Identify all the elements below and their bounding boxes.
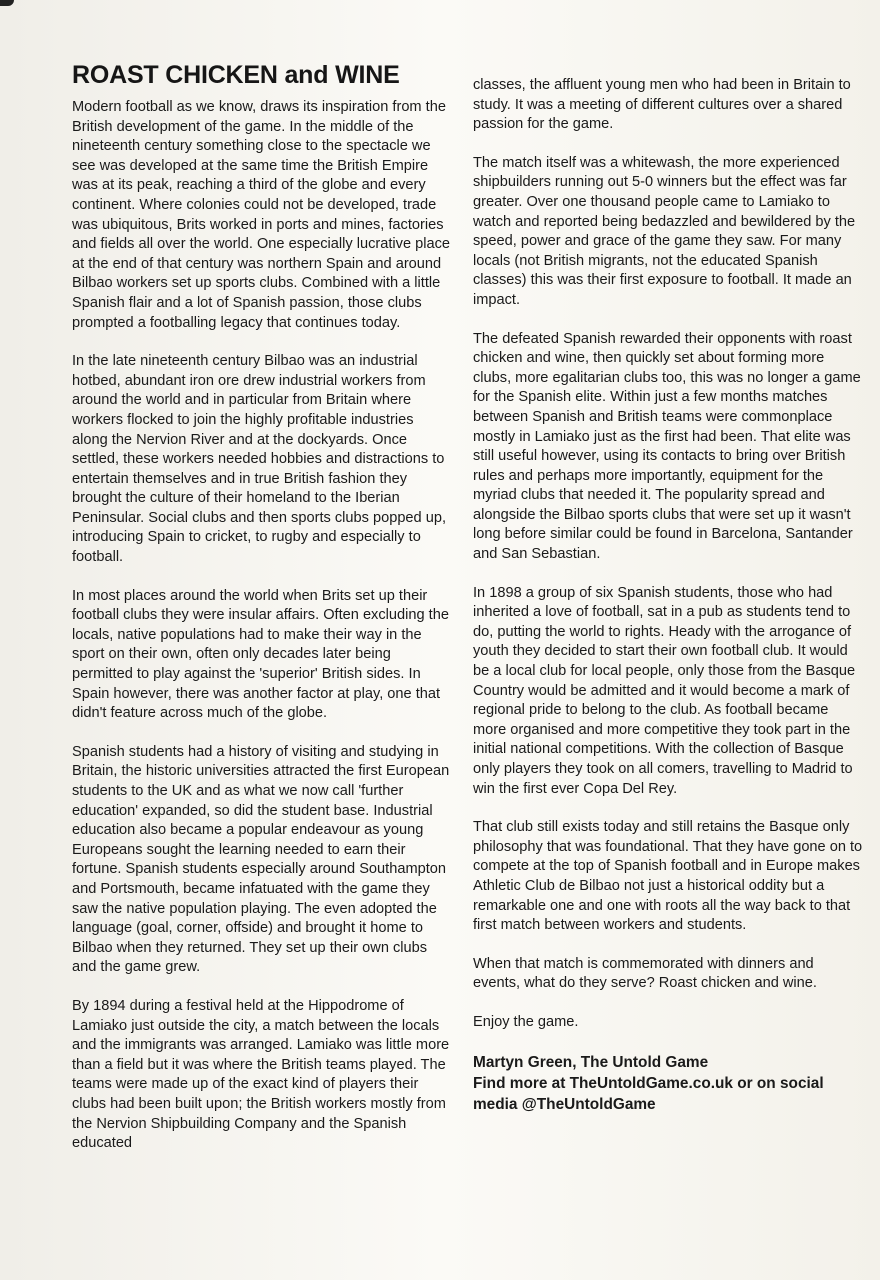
paragraph: In 1898 a group of six Spanish students, those who had inherited a love of football, sat in a pub as students tend to do, putting the world to rights. Heady with the arrogance of youth they decided to start their own football club. It would be a local club for local people, only those from the Basque Country would be admitted and it would become a mark of regional pride to belong to the club. As football became more organised and more competitive they took part in the initial national competitions. With the collection of Basque only players they took on all comers, travelling to Madrid to win the first ever Copa Del Rey. (473, 584, 856, 797)
paragraph: That club still exists today and still retains the Basque only philosophy that was foundational. That they have gone on to compete at the top of Spanish football and in Europe makes Athletic Club de Bilbao not just a historical oddity but a remarkable one and one with roots all the way back to that first match between workers and students. (473, 819, 863, 934)
paragraph: The defeated Spanish rewarded their opponents with roast chicken and wine, then quickly set about forming more clubs, more egalitarian clubs too, this was no longer a game for the Spanish elite. Within just a few months matches between Spanish and British teams were commonplace mostly in Lamiako just as the first had been. That elite was still useful however, using its contacts to bring over British rules and perhaps more importantly, equipment for the myriad clubs that needed it. The popularity spread and alongside the Bilbao sports clubs that were set up it wasn't long before similar could be found in Barcelona, Santander and San Sebastian. (473, 330, 861, 563)
article-title: ROAST CHICKEN and WINE (72, 61, 400, 89)
paragraph: classes, the affluent young men who had been in Britain to study. It was a meeting of different cultures over a shared passion for the game. (473, 77, 851, 133)
paragraph: In the late nineteenth century Bilbao was an industrial hotbed, abundant iron ore drew industrial workers from around the world and in particular from Britain where workers flocked to join the highly profitable industries along the Nervion River and at the dockyards. Once settled, these workers needed hobbies and distractions to entertain themselves and in true British fashion they brought the culture of their homeland to the Iberian Peninsular. Social clubs and then sports clubs popped up, introducing Spain to cricket, to rugby and especially to football. (72, 353, 447, 566)
paragraph: In most places around the world when Brits set up their football clubs they were insular affairs. Often excluding the locals, native populations had to make their way in the sport on their own, often only decades later being permitted to play against the 'superior' British sides. In Spain however, there was another factor at play, one that didn't feature across much of the globe. (72, 587, 449, 722)
right-column (473, 76, 863, 1115)
page-corner-mark (0, 0, 14, 6)
paragraph: Enjoy the game. (473, 1013, 579, 1030)
byline (473, 1052, 863, 1115)
byline-author: Martyn Green, The Untold Game (473, 1053, 709, 1071)
paragraph: Spanish students had a history of visiting and studying in Britain, the historic universities attracted the first European students to the UK and as what we now call 'further education' expanded, so did the student base. Industrial education also became a popular endeavour as young Europeans sought the learning needed to earn their fortune. Spanish students especially around Southampton and Portsmouth, became infatuated with the game they saw the native population playing. The even adopted the language (goal, corner, offside) and brought it home to Bilbao when they returned. They set up their own clubs and the game grew. (72, 743, 450, 976)
paragraph: The match itself was a whitewash, the more experienced shipbuilders running out 5-0 winners but the effect was far greater. Over one thousand people came to Lamiako to watch and reported being bedazzled and bewildered by the speed, power and grace of the game they saw. For many locals (not British migrants, not the educated Spanish classes) this was their first exposure to football. It made an impact. (473, 154, 856, 308)
left-column (72, 60, 450, 1173)
paragraph: When that match is commemorated with dinners and events, what do they serve? Roast chicken and wine. (473, 955, 817, 992)
paragraph: By 1894 during a festival held at the Hippodrome of Lamiako just outside the city, a match between the locals and the immigrants was arranged. Lamiako was little more than a field but it was where the British teams played. The teams were made up of the exact kind of players their clubs had been built upon; the British workers mostly from the Nervion Shipbuilding Company and the Spanish educated (72, 997, 450, 1152)
byline-more-info: Find more at TheUntoldGame.co.uk or on social media @TheUntoldGame (473, 1074, 824, 1113)
paragraph: Modern football as we know, draws its inspiration from the British development of the game. In the middle of the nineteenth century something close to the spectacle we see was developed at the same time the British Empire was at its peak, reaching a third of the globe and every continent. Where colonies could not be developed, trade was ubiquitous, Brits worked in ports and mines, factories and fields all over the world. One especially lucrative place at the end of that century was northern Spain and around Bilbao workers set up sports clubs. Combined with a little Spanish flair and a lot of Spanish passion, those clubs prompted a footballing legacy that continues today. (72, 99, 451, 331)
